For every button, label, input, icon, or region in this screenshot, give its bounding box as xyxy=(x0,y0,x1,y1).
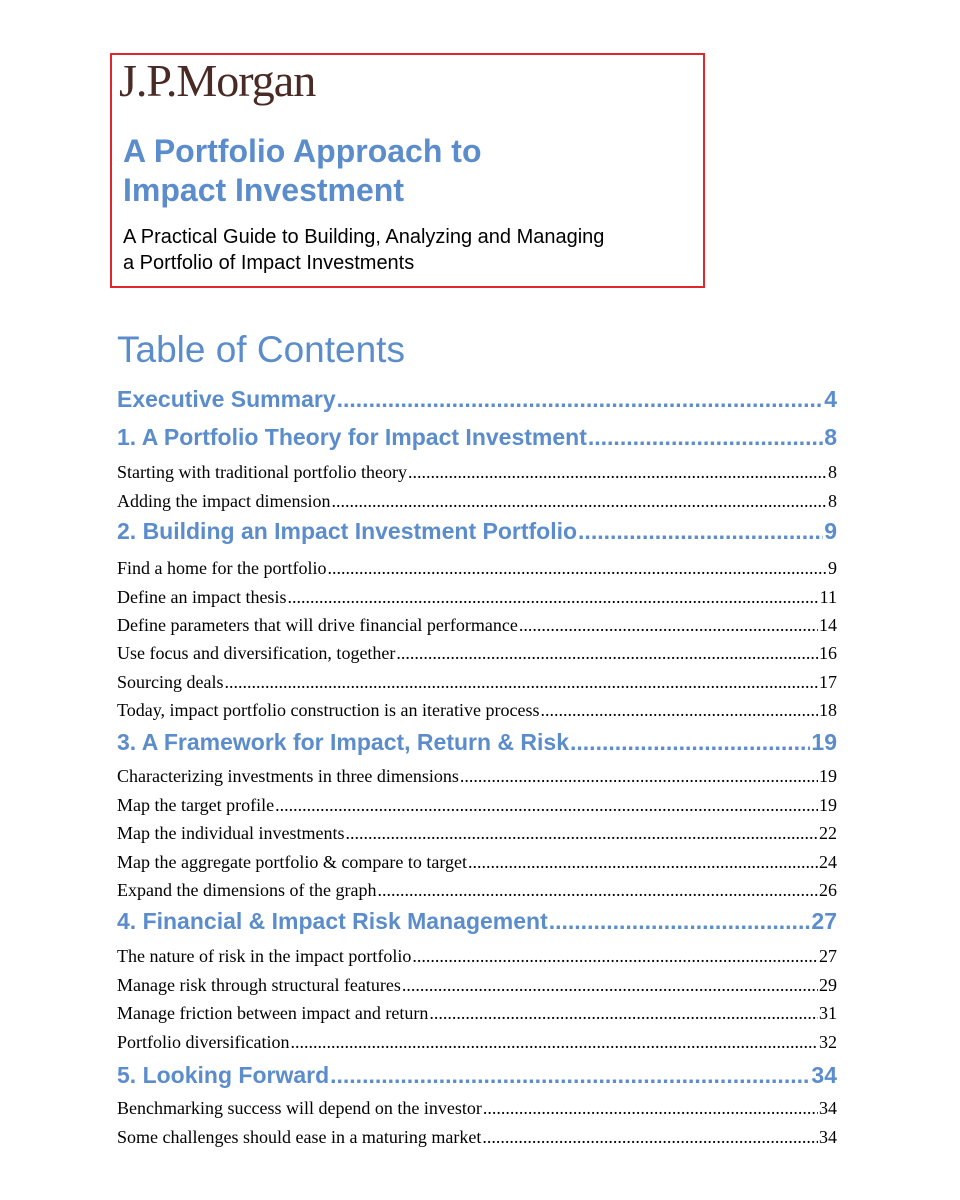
toc-page-number: 32 xyxy=(819,1032,837,1052)
toc-dot-leader xyxy=(345,823,818,844)
toc-subsection-entry[interactable] xyxy=(117,700,837,721)
subtitle-line: A Practical Guide to Building, Analyzing and Managing xyxy=(123,226,605,248)
toc-dot-leader xyxy=(429,1003,818,1024)
toc-entry-title: 4. Financial & Impact Risk Management xyxy=(117,908,548,934)
toc-dot-leader xyxy=(408,462,827,483)
title-line: A Portfolio Approach to xyxy=(123,133,482,169)
toc-entry-title: The nature of risk in the impact portfolio xyxy=(117,946,412,966)
toc-subsection-entry[interactable] xyxy=(117,1032,837,1053)
toc-dot-leader xyxy=(519,615,818,636)
toc-page-number: 9 xyxy=(828,558,837,578)
toc-entry-title: Executive Summary xyxy=(117,386,336,412)
toc-subsection-entry[interactable] xyxy=(117,975,837,996)
toc-entry-title: Map the aggregate portfolio & compare to target xyxy=(117,852,468,872)
toc-page-number: 19 xyxy=(819,766,837,786)
document-title xyxy=(123,132,693,210)
toc-entry-title: Expand the dimensions of the graph xyxy=(117,880,377,900)
toc-page-number: 4 xyxy=(824,386,837,412)
toc-section-entry[interactable] xyxy=(117,1062,837,1089)
toc-subsection-entry[interactable] xyxy=(117,823,837,844)
toc-subsection-entry[interactable] xyxy=(117,615,837,636)
toc-entry-title: Map the target profile xyxy=(117,795,275,815)
toc-page-number: 26 xyxy=(819,880,837,900)
toc-page-number: 27 xyxy=(811,908,837,934)
toc-page-number: 8 xyxy=(828,462,837,482)
toc-dot-leader xyxy=(570,729,810,756)
toc-dot-leader xyxy=(540,700,818,721)
toc-page-number: 24 xyxy=(819,852,837,872)
toc-dot-leader xyxy=(468,852,818,873)
toc-page-number: 19 xyxy=(819,795,837,815)
toc-section-entry[interactable] xyxy=(117,424,837,451)
toc-section-entry[interactable] xyxy=(117,518,837,545)
toc-entry-title: Use focus and diversification, together xyxy=(117,643,396,663)
toc-page-number: 19 xyxy=(811,729,837,755)
toc-entry-title: Adding the impact dimension xyxy=(117,491,331,511)
toc-subsection-entry[interactable] xyxy=(117,643,837,664)
toc-page-number: 34 xyxy=(819,1098,837,1118)
toc-subsection-entry[interactable] xyxy=(117,587,837,608)
toc-page-number: 34 xyxy=(819,1127,837,1147)
toc-entry-title: 3. A Framework for Impact, Return & Risk xyxy=(117,729,570,755)
toc-page-number: 14 xyxy=(819,615,837,635)
toc-subsection-entry[interactable] xyxy=(117,491,837,512)
toc-entry-title: Find a home for the portfolio xyxy=(117,558,327,578)
toc-subsection-entry[interactable] xyxy=(117,766,837,787)
toc-page-number: 27 xyxy=(819,946,837,966)
jpmorgan-logo: J.P.Morgan xyxy=(119,55,316,106)
toc-subsection-entry[interactable] xyxy=(117,1003,837,1024)
toc-entry-title: Portfolio diversification xyxy=(117,1032,290,1052)
subtitle-line: a Portfolio of Impact Investments xyxy=(123,252,415,274)
toc-page-number: 9 xyxy=(824,518,837,544)
toc-subsection-entry[interactable] xyxy=(117,880,837,901)
toc-entry-title: Define parameters that will drive financial performance xyxy=(117,615,518,635)
toc-entry-title: Manage friction between impact and return xyxy=(117,1003,429,1023)
toc-dot-leader xyxy=(578,518,823,545)
toc-dot-leader xyxy=(412,946,818,967)
toc-page-number: 8 xyxy=(828,491,837,511)
document-subtitle xyxy=(123,224,698,276)
toc-subsection-entry[interactable] xyxy=(117,1127,837,1148)
toc-entry-title: Manage risk through structural features xyxy=(117,975,401,995)
toc-dot-leader xyxy=(275,795,818,816)
toc-dot-leader xyxy=(483,1098,818,1119)
toc-page-number: 29 xyxy=(819,975,837,995)
toc-entry-title: Some challenges should ease in a maturing market xyxy=(117,1127,482,1147)
toc-entry-title: Benchmarking success will depend on the investor xyxy=(117,1098,482,1118)
toc-heading: Table of Contents xyxy=(117,329,405,370)
toc-subsection-entry[interactable] xyxy=(117,852,837,873)
toc-dot-leader xyxy=(460,766,818,787)
toc-dot-leader xyxy=(287,587,818,608)
toc-subsection-entry[interactable] xyxy=(117,462,837,483)
toc-page-number: 16 xyxy=(819,643,837,663)
toc-entry-title: Today, impact portfolio construction is an iterative process xyxy=(117,700,540,720)
toc-dot-leader xyxy=(396,643,818,664)
toc-entry-title: Characterizing investments in three dimensions xyxy=(117,766,459,786)
toc-page-number: 8 xyxy=(824,424,837,450)
toc-dot-leader xyxy=(402,975,818,996)
toc-subsection-entry[interactable] xyxy=(117,795,837,816)
toc-dot-leader xyxy=(377,880,818,901)
toc-dot-leader xyxy=(327,558,827,579)
toc-dot-leader xyxy=(290,1032,818,1053)
toc-subsection-entry[interactable] xyxy=(117,1098,837,1119)
toc-dot-leader xyxy=(549,908,811,935)
toc-dot-leader xyxy=(482,1127,818,1148)
toc-subsection-entry[interactable] xyxy=(117,946,837,967)
toc-entry-title: 1. A Portfolio Theory for Impact Investment xyxy=(117,424,587,450)
toc-page-number: 17 xyxy=(819,672,837,692)
toc-entry-title: 5. Looking Forward xyxy=(117,1062,330,1088)
toc-dot-leader xyxy=(588,424,823,451)
toc-page-number: 18 xyxy=(819,700,837,720)
toc-page-number: 22 xyxy=(819,823,837,843)
toc-entry-title: 2. Building an Impact Investment Portfolio xyxy=(117,518,578,544)
toc-subsection-entry[interactable] xyxy=(117,558,837,579)
toc-subsection-entry[interactable] xyxy=(117,672,837,693)
toc-dot-leader xyxy=(224,672,818,693)
toc-dot-leader xyxy=(330,1062,810,1089)
toc-entry-title: Map the individual investments xyxy=(117,823,345,843)
toc-section-entry[interactable] xyxy=(117,908,837,935)
toc-section-entry[interactable] xyxy=(117,386,837,413)
toc-section-entry[interactable] xyxy=(117,729,837,756)
toc-page-number: 11 xyxy=(819,587,837,607)
toc-dot-leader xyxy=(337,386,824,413)
toc-entry-title: Define an impact thesis xyxy=(117,587,287,607)
title-line: Impact Investment xyxy=(123,172,404,208)
toc-entry-title: Sourcing deals xyxy=(117,672,224,692)
toc-entry-title: Starting with traditional portfolio theory xyxy=(117,462,407,482)
toc-page-number: 31 xyxy=(819,1003,837,1023)
toc-page-number: 34 xyxy=(811,1062,837,1088)
toc-dot-leader xyxy=(331,491,827,512)
